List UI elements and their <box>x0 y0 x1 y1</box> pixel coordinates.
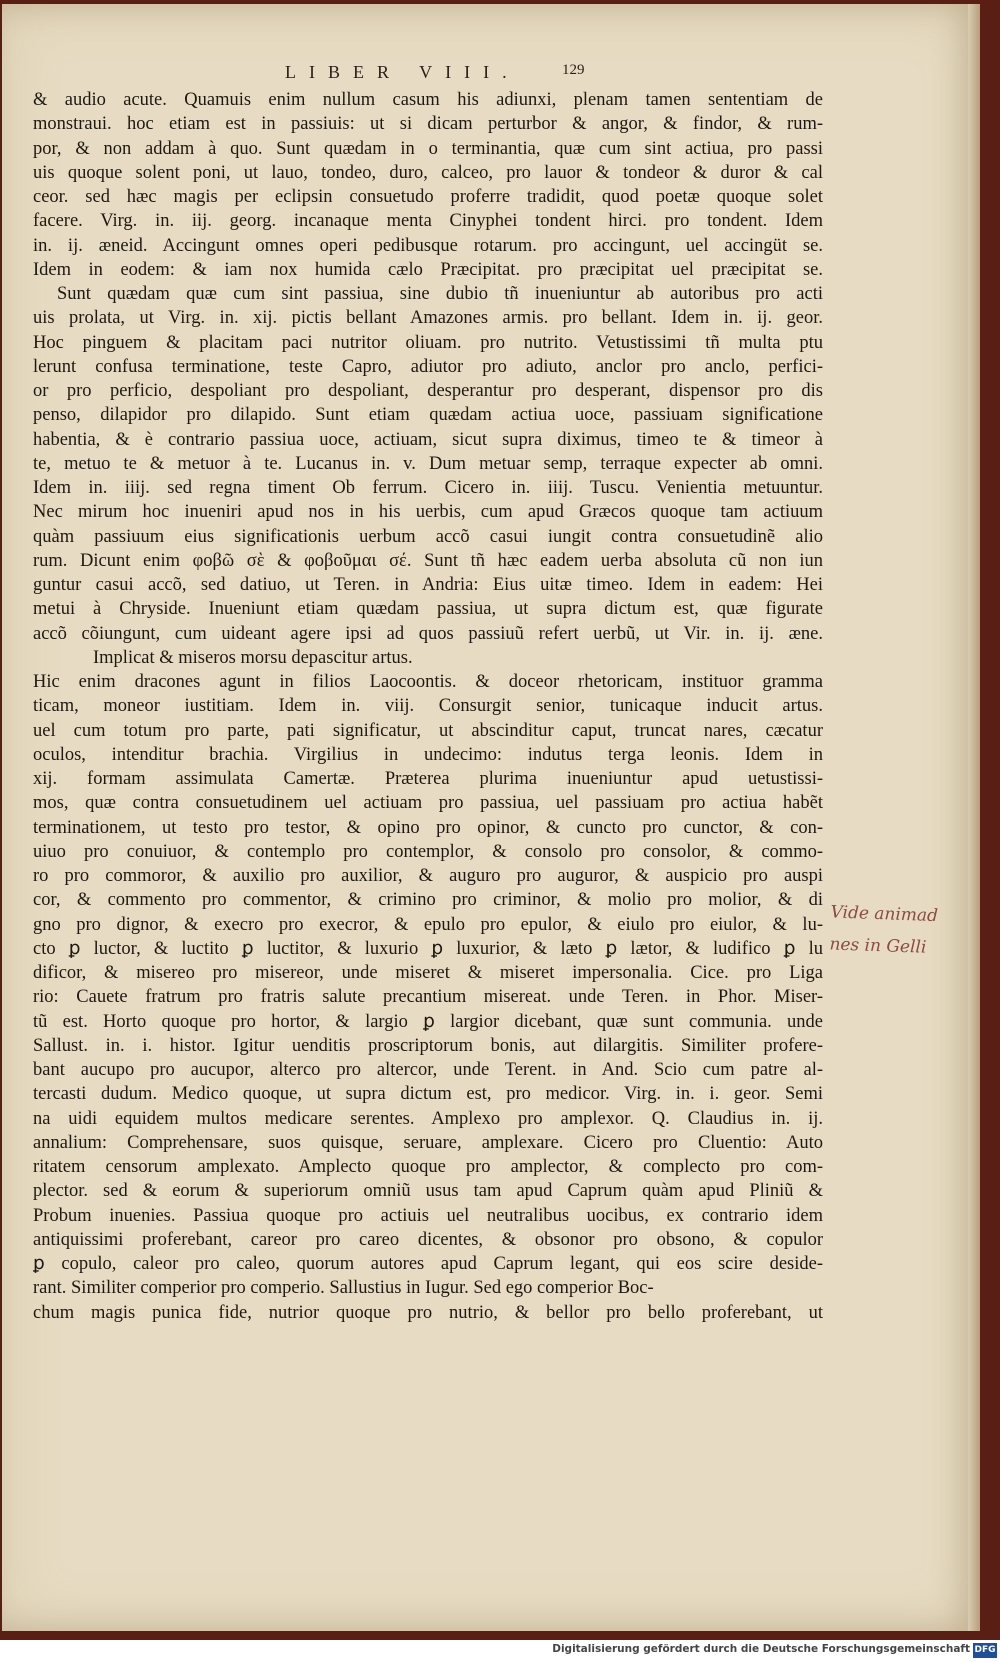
text-line: penso, dilapidor pro dilapido. Sunt etiam quædam actiua uoce, passiuam significatione <box>33 405 823 426</box>
text-line: dificor, & misereo pro misereor, unde miseret & miseret impersonalia. Cice. pro Liga <box>33 963 823 983</box>
text-line: ceor. sed hæc magis per eclipsin consuetudo proferre tradidit, quod poetæ quoque solet <box>33 187 823 207</box>
text-line: terminationem, ut testo pro testor, & opino pro opinor, & cuncto pro cunctor, & con- <box>33 817 823 838</box>
text-line: Nec mirum hoc inueniri apud nos in his uerbis, cum apud Græcos quoque tam actiuum <box>33 502 823 523</box>
text-line: bant aucupo pro aucupor, alterco pro altercor, unde Terent. in And. Scio cum patre al- <box>33 1060 823 1080</box>
text-line: habentia, & è contrario passiua uoce, actiuam, sicut supra diximus, timeo te & timeor à <box>33 429 823 450</box>
running-head: LIBER VIII. <box>285 62 520 82</box>
text-line: te, metuo te & metuor à te. Lucanus in. v. Dum metuar semp, terraque expecter ab omni. <box>33 453 823 474</box>
text-line: Implicat & miseros morsu depascitur artus. <box>93 647 413 668</box>
text-line: mos, quæ contra consuetudinem uel actiuam pro passiua, uel passiuam pro actiua habẽt <box>33 793 823 814</box>
marginal-note-line: Vide animad <box>830 902 939 927</box>
digitization-credit: Digitalisierung gefördert durch die Deutsche Forschungsgemeinschaft <box>552 1643 970 1655</box>
text-line: tercasti dudum. Medico quoque, ut supra dictum est, pro medicor. Virg. in. i. geor. Semi <box>33 1084 823 1105</box>
text-line: Hoc pinguem & placitam paci nutritor oliuam. pro nutrito. Vetustissimi tñ multa ptu <box>33 332 823 353</box>
text-line: metui à Chryside. Inueniunt etiam quædam passiua, ut supra dictum est, quæ figurate <box>33 599 823 620</box>
text-line: ritatem censorum amplexato. Amplecto quoque pro amplector, & complecto pro com- <box>33 1157 823 1177</box>
text-line: uis prolata, ut Virg. in. xij. pictis bellant Amazones armis. pro bellant. Idem in. ij. geor. <box>33 308 823 329</box>
text-line: Idem in eodem: & iam nox humida cælo Præcipitat. pro præcipitat uel præcipitat se. <box>33 259 823 280</box>
text-line: gno pro dignor, & execro pro execror, & epulo pro epulor, & eiulo pro eiulor, & lu- <box>33 914 823 935</box>
marginal-note-line: nes in Gelli <box>829 934 927 958</box>
page-edge <box>968 4 980 1631</box>
text-line: na uidi equidem multos medicare serentes. Amplexo pro amplexor. Q. Claudius in. ij. <box>33 1108 823 1129</box>
text-line: rant. Similiter comperior pro comperio. Sallustius in Iugur. Sed ego comperior Boc- <box>33 1278 654 1299</box>
text-line: Sunt quædam quæ cum sint passiua, sine dubio tñ inueniuntur ab autoribus pro acti <box>57 284 823 304</box>
text-line: in. ij. æneid. Accingunt omnes operi pedibusque rotarum. pro accingunt, uel accingüt se. <box>33 235 823 256</box>
text-line: quàm passiuum eius significationis uerbum accõ casui iungit contra consuetudinẽ alio <box>33 526 823 547</box>
text-line: facere. Virg. in. iij. georg. incanaque menta Cinyphei tondent hirci. pro tondent. Idem <box>33 211 823 232</box>
text-line: Probum inuenies. Passiua quoque pro actiuis uel neutralibus uocibus, ex contrario idem <box>33 1205 823 1226</box>
text-line: monstraui. hoc etiam est in passiuis: ut si dicam perturbor & angor, & findor, & rum- <box>33 114 823 135</box>
marginal-note <box>829 896 981 965</box>
text-line: uis quoque solent poni, ut lauo, tondeo, duro, calceo, pro lauor & tondeor & duror & cal <box>33 162 823 183</box>
text-line: guntur casui accõ, sed datiuo, ut Teren. in Andria: Eius uitæ timeo. Idem in eadem: Hei <box>33 575 823 595</box>
text-line: oculos, intenditur brachia. Virgilius in undecimo: indutus terga leonis. Idem in <box>33 744 823 765</box>
text-line: antiquissimi proferebant, careor pro careo dicentes, & obsonor pro obsono, & copulor <box>33 1229 823 1250</box>
text-line: rio: Cauete fratrum pro fratris salute precantium misereat. unde Teren. in Phor. Miser- <box>33 987 823 1008</box>
page-number: 129 <box>562 62 585 78</box>
text-line: Sallust. in. i. histor. Igitur uenditis proscriptorum bonis, aut dilargitis. Similiter profere- <box>33 1035 823 1056</box>
text-line: plector. sed & eorum & superiorum omniũ usus tam apud Caprum quàm apud Pliniũ & <box>33 1181 823 1202</box>
footer-bar <box>0 1640 1000 1662</box>
page-header <box>2 62 980 88</box>
text-line: & audio acute. Quamuis enim nullum casum his adiunxi, plenam tamen sententiam de <box>33 90 823 110</box>
body-text <box>33 88 823 1325</box>
text-line: chum magis punica fide, nutrior quoque pro nutrio, & bellor pro bello proferebant, ut <box>33 1302 823 1323</box>
text-line: xij. formam assimulata Camertæ. Præterea plurima inueniuntur apud uetustissi- <box>33 769 823 789</box>
text-line: annalium: Comprehensare, suos quisque, seruare, amplexare. Cicero pro Cluentio: Auto <box>33 1132 823 1153</box>
text-line: or pro perficio, despoliant pro despoliant, desperantur pro desperant, dispensor pro dis <box>33 381 823 401</box>
text-line: cto ꝑ luctor, & luctito ꝑ luctitor, & luxurio ꝑ luxurior, & læto ꝑ lætor, & ludifico ꝑ lu <box>33 938 823 959</box>
text-line: Idem in. iiij. sed regna timent Ob ferrum. Cicero in. iiij. Tuscu. Venientia metuuntur. <box>33 478 823 498</box>
text-line: tũ est. Horto quoque pro hortor, & largio ꝑ largior dicebant, quæ sunt communia. unde <box>33 1011 823 1032</box>
book-page <box>2 4 980 1631</box>
text-line: ꝑ copulo, caleor pro caleo, quorum autores apud Caprum legant, qui eos scire deside- <box>33 1254 823 1274</box>
text-line: lerunt confusa terminatione, teste Capro, adiutor pro adiuto, anclor pro anclo, perfici- <box>33 356 823 377</box>
text-line: ticam, moneor iustitiam. Idem in. viij. Consurgit senior, tunicaque inducit artus. <box>33 696 823 717</box>
text-line: Hic enim dracones agunt in filios Laocoontis. & doceor rhetoricam, instituor gramma <box>33 672 823 692</box>
text-line: accõ cõiungunt, cum uideant agere ipsi ad quos passiuũ refert uerbũ, ut Vir. in. ij. æne. <box>33 623 823 644</box>
text-line: uiuo pro conuiuor, & contemplo pro contemplor, & consolo pro consolor, & commo- <box>33 841 823 862</box>
dfg-logo: DFG <box>973 1643 997 1658</box>
text-line: ro pro commoror, & auxilio pro auxilior, & auguro pro auguror, & auspicio pro auspi <box>33 866 823 886</box>
text-line: rum. Dicunt enim φοβῶ σὲ & φοβοῦμαι σέ. Sunt tñ hæc eadem uerba absoluta cũ non iun <box>33 550 823 571</box>
text-line: uel cum totum pro parte, pati significatur, ut abscinditur caput, truncat nares, cæcatur <box>33 720 823 741</box>
text-line: cor, & commento pro commentor, & crimino pro criminor, & molio pro molior, & di <box>33 890 823 911</box>
text-line: por, & non addam à quo. Sunt quædam in o terminantia, quæ cum sint actiua, pro passi <box>33 138 823 159</box>
